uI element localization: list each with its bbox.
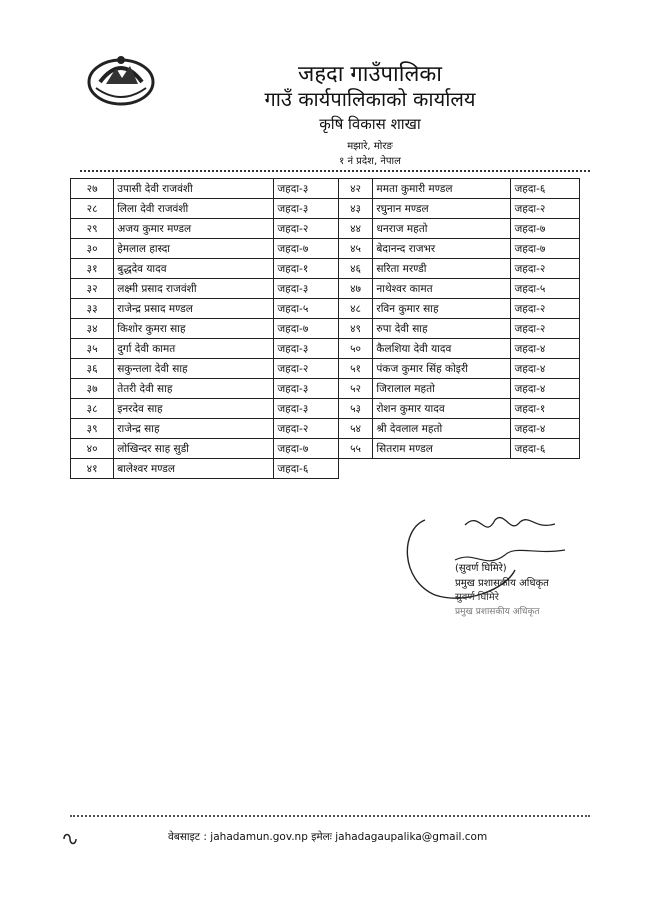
table-row	[71, 279, 580, 299]
ward-cell: जहदा-६	[274, 459, 338, 479]
serial-number-cell: ५१	[338, 359, 373, 379]
name-cell: लोखिन्दर साह सुडी	[114, 439, 274, 459]
office-title: जहदा गाउँपालिका	[298, 62, 442, 87]
table-row	[71, 219, 580, 239]
ward-cell: जहदा-४	[511, 419, 580, 439]
table-row	[71, 199, 580, 219]
name-cell	[373, 459, 511, 479]
ward-cell: जहदा-७	[274, 319, 338, 339]
serial-number-cell: ४१	[71, 459, 114, 479]
table-row	[71, 299, 580, 319]
ward-cell: जहदा-४	[511, 379, 580, 399]
serial-number-cell: ३१	[71, 259, 114, 279]
name-cell: तेतरी देवी साह	[114, 379, 274, 399]
table-row	[71, 339, 580, 359]
serial-number-cell: ३६	[71, 359, 114, 379]
name-cell: बुद्धदेव यादव	[114, 259, 274, 279]
serial-number-cell: ३७	[71, 379, 114, 399]
serial-number-cell: ४९	[338, 319, 373, 339]
serial-number-cell: ३४	[71, 319, 114, 339]
ward-cell: जहदा-६	[511, 439, 580, 459]
name-cell: राजेन्द्र प्रसाद मण्डल	[114, 299, 274, 319]
ward-cell: जहदा-६	[511, 179, 580, 199]
name-cell: बेदानन्द राजभर	[373, 239, 511, 259]
ward-cell: जहदा-३	[274, 399, 338, 419]
name-cell: श्री देवलाल महतो	[373, 419, 511, 439]
name-cell: कैलशिया देवी यादव	[373, 339, 511, 359]
ward-cell: जहदा-४	[511, 359, 580, 379]
serial-number-cell: ४०	[71, 439, 114, 459]
table-row	[71, 319, 580, 339]
name-cell: दुर्गा देवी कामत	[114, 339, 274, 359]
name-cell: उपासी देवी राजवंशी	[114, 179, 274, 199]
footer-contact: वेबसाइट : jahadamun.gov.np इमेलः jahadagaupalika@gmail.com	[168, 831, 488, 843]
header-divider	[80, 170, 590, 172]
stamp-title: प्रमुख प्रशासकीय अधिकृत	[455, 607, 540, 617]
office-subtitle: गाउँ कार्यपालिकाको कार्यालय	[264, 87, 476, 111]
name-cell: पंकज कुमार सिंह कोइरी	[373, 359, 511, 379]
serial-number-cell: ३०	[71, 239, 114, 259]
name-cell: राजेन्द्र साह	[114, 419, 274, 439]
ward-cell: जहदा-७	[274, 239, 338, 259]
table-row	[71, 419, 580, 439]
signatory-name: (सुवर्ण घिमिरे)	[455, 563, 507, 574]
ward-cell: जहदा-३	[274, 379, 338, 399]
ward-cell: जहदा-२	[511, 199, 580, 219]
ward-cell: जहदा-४	[511, 339, 580, 359]
office-province: १ नं प्रदेश, नेपाल	[339, 156, 401, 167]
name-cell: रुपा देवी साह	[373, 319, 511, 339]
name-cell: अजय कुमार मण्डल	[114, 219, 274, 239]
ward-cell: जहदा-२	[274, 419, 338, 439]
footer-mark-icon	[62, 832, 78, 846]
serial-number-cell: ४८	[338, 299, 373, 319]
ward-cell: जहदा-२	[274, 219, 338, 239]
ward-cell: जहदा-३	[274, 179, 338, 199]
ward-cell: जहदा-७	[274, 439, 338, 459]
beneficiary-table	[70, 178, 580, 479]
name-cell: नाथेश्वर कामत	[373, 279, 511, 299]
table-row	[71, 179, 580, 199]
stamp-name: सुवर्ण घिमिरे	[455, 592, 499, 603]
name-cell: हेमलाल हास्दा	[114, 239, 274, 259]
serial-number-cell: ३३	[71, 299, 114, 319]
serial-number-cell: ५३	[338, 399, 373, 419]
ward-cell: जहदा-७	[511, 239, 580, 259]
serial-number-cell: ३२	[71, 279, 114, 299]
serial-number-cell: ५४	[338, 419, 373, 439]
serial-number-cell: ५२	[338, 379, 373, 399]
table-row	[71, 459, 580, 479]
ward-cell: जहदा-३	[274, 339, 338, 359]
table-row	[71, 259, 580, 279]
name-cell: लक्ष्मी प्रसाद राजवंशी	[114, 279, 274, 299]
serial-number-cell	[338, 459, 373, 479]
name-cell: रविन कुमार साह	[373, 299, 511, 319]
ward-cell: जहदा-५	[274, 299, 338, 319]
serial-number-cell: २८	[71, 199, 114, 219]
ward-cell	[511, 459, 580, 479]
ward-cell: जहदा-२	[511, 259, 580, 279]
section-name: कृषि विकास शाखा	[319, 115, 421, 133]
ward-cell: जहदा-२	[511, 319, 580, 339]
signatory-title: प्रमुख प्रशासकीय अधिकृत	[455, 578, 549, 589]
footer-divider	[70, 815, 590, 817]
name-cell: सितराम मण्डल	[373, 439, 511, 459]
name-cell: लिला देवी राजवंशी	[114, 199, 274, 219]
serial-number-cell: ५५	[338, 439, 373, 459]
name-cell: सरिता मरण्डी	[373, 259, 511, 279]
serial-number-cell: ४५	[338, 239, 373, 259]
ward-cell: जहदा-२	[274, 359, 338, 379]
ward-cell: जहदा-१	[511, 399, 580, 419]
name-cell: किशोर कुमरा साह	[114, 319, 274, 339]
ward-cell: जहदा-३	[274, 199, 338, 219]
name-cell: सकुन्तला देवी साह	[114, 359, 274, 379]
ward-cell: जहदा-७	[511, 219, 580, 239]
serial-number-cell: ३५	[71, 339, 114, 359]
ward-cell: जहदा-३	[274, 279, 338, 299]
serial-number-cell: ३८	[71, 399, 114, 419]
name-cell: रघुनान मण्डल	[373, 199, 511, 219]
serial-number-cell: ४६	[338, 259, 373, 279]
government-emblem-icon	[86, 48, 156, 108]
serial-number-cell: २९	[71, 219, 114, 239]
serial-number-cell: २७	[71, 179, 114, 199]
name-cell: ममता कुमारी मण्डल	[373, 179, 511, 199]
name-cell: धनराज महतो	[373, 219, 511, 239]
table-row	[71, 359, 580, 379]
ward-cell: जहदा-५	[511, 279, 580, 299]
ward-cell: जहदा-१	[274, 259, 338, 279]
name-cell: इनरदेव साह	[114, 399, 274, 419]
ward-cell: जहदा-२	[511, 299, 580, 319]
serial-number-cell: ३९	[71, 419, 114, 439]
beneficiary-table-body	[71, 179, 580, 479]
serial-number-cell: ४३	[338, 199, 373, 219]
table-row	[71, 399, 580, 419]
serial-number-cell: ४२	[338, 179, 373, 199]
table-row	[71, 439, 580, 459]
name-cell: बालेश्वर मण्डल	[114, 459, 274, 479]
serial-number-cell: ५०	[338, 339, 373, 359]
serial-number-cell: ४७	[338, 279, 373, 299]
office-location: मझारे, मोरङ	[347, 141, 393, 152]
table-row	[71, 379, 580, 399]
serial-number-cell: ४४	[338, 219, 373, 239]
table-row	[71, 239, 580, 259]
name-cell: जिरालाल महतो	[373, 379, 511, 399]
name-cell: रोशन कुमार यादव	[373, 399, 511, 419]
